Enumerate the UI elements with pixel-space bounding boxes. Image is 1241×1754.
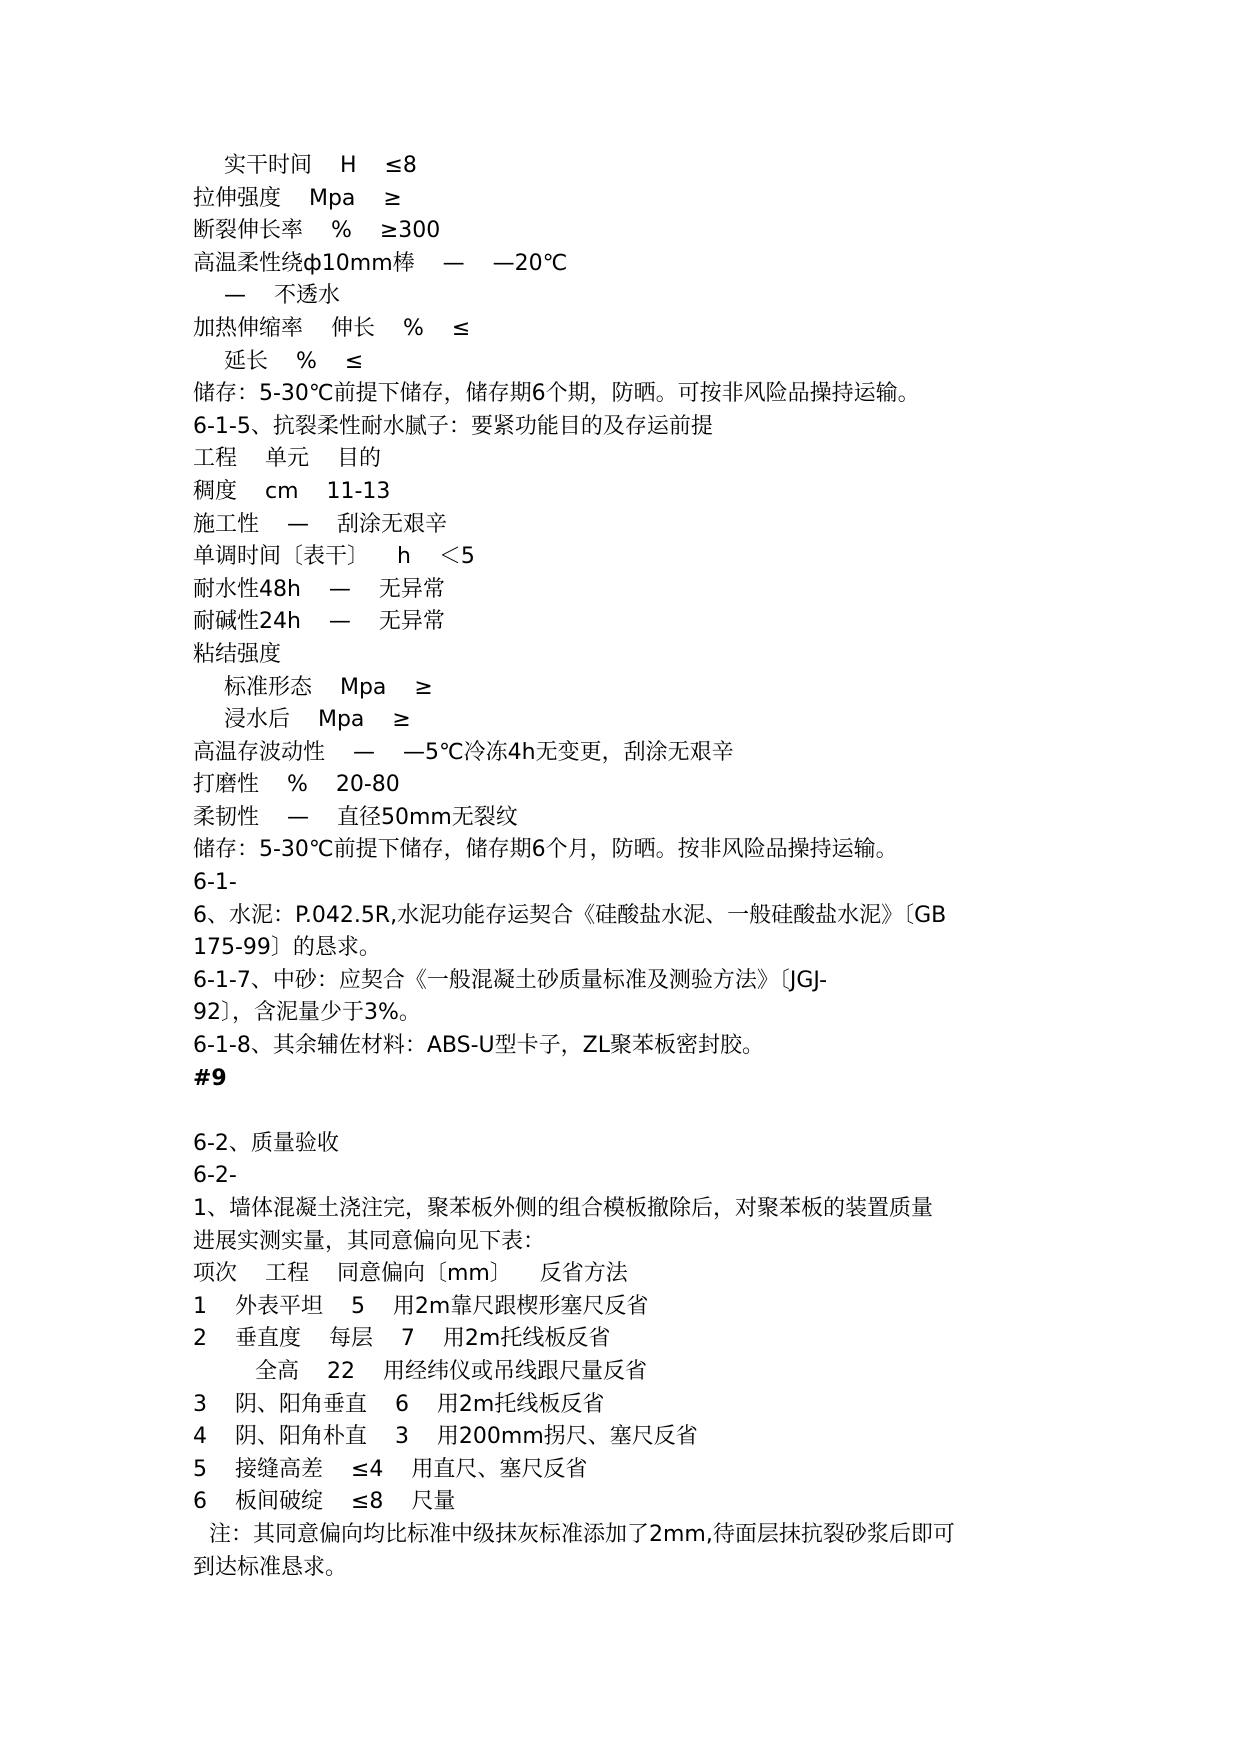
text-line: 稠度 cm 11-13	[193, 478, 391, 504]
text-line: 6-1-7、中砂：应契合《一般混凝土砂质量标准及测验方法》〔JGJ-	[193, 967, 828, 993]
text-line: 5 接缝高差 ≤4 用直尺、塞尺反省	[193, 1456, 588, 1482]
text-line: 175-99〕的恳求。	[193, 935, 381, 961]
text-line: #9	[193, 1065, 227, 1091]
text-line: 全高 22 用经纬仪或吊线跟尺量反省	[255, 1358, 647, 1384]
text-line: 4 阴、阳角朴直 3 用200mm拐尺、塞尺反省	[193, 1424, 698, 1450]
text-line: 拉伸强度 Mpa ≥	[193, 185, 402, 211]
text-line: 打磨性 % 20-80	[193, 772, 400, 798]
text-line: 项次 工程 同意偏向〔mm〕 反省方法	[193, 1261, 628, 1287]
text-line: 加热伸缩率 伸长 % ≤	[193, 315, 471, 341]
text-line: 6-2-	[193, 1163, 237, 1189]
text-line: 高温柔性绕ф10mm棒 — —20℃	[193, 250, 568, 276]
text-line: 6、水泥：P.042.5R,水泥功能存运契合《硅酸盐水泥、一般硅酸盐水泥》〔GB	[193, 902, 947, 928]
text-line: 标准形态 Mpa ≥	[224, 674, 433, 700]
text-line: 施工性 — 刮涂无艰辛	[193, 511, 447, 537]
text-line: 到达标准恳求。	[193, 1554, 348, 1580]
text-line: 实干时间 H ≤8	[224, 153, 417, 178]
text-line: 3 阴、阳角垂直 6 用2m托线板反省	[193, 1391, 605, 1417]
text-line: 92〕，含泥量少于3%。	[193, 1000, 421, 1026]
text-line: 6 板间破绽 ≤8 尺量	[193, 1489, 456, 1515]
text-line: 6-1-	[193, 870, 237, 896]
text-line: 延长 % ≤	[224, 348, 364, 374]
text-line: 耐碱性24h — 无异常	[193, 609, 445, 635]
text-line: 6-2、质量验收	[193, 1130, 339, 1156]
text-line: — 不透水	[224, 283, 340, 309]
text-line: 储存：5-30℃前提下储存，储存期6个月，防晒。按非风险品操持运输。	[193, 837, 898, 863]
document-body	[193, 150, 1073, 1584]
text-line: 耐水性48h — 无异常	[193, 576, 445, 602]
text-line: 2 垂直度 每层 7 用2m托线板反省	[193, 1326, 611, 1352]
text-line: 断裂伸长率 % ≥300	[193, 218, 441, 244]
text-line: 高温存波动性 — —5℃冷冻4h无变更，刮涂无艰辛	[193, 739, 734, 765]
text-line: 柔韧性 — 直径50mm无裂纹	[193, 804, 518, 830]
text-line: 浸水后 Mpa ≥	[224, 707, 411, 733]
text-line: 储存：5-30℃前提下储存，储存期6个期，防晒。可按非风险品操持运输。	[193, 381, 920, 407]
text-line: 进展实测实量，其同意偏向见下表：	[193, 1228, 546, 1254]
text-line: 6-1-5、抗裂柔性耐水腻子：要紧功能目的及存运前提	[193, 413, 713, 439]
text-line: 6-1-8、其余辅佐材料：ABS-U型卡子，ZL聚苯板密封胶。	[193, 1033, 764, 1059]
text-line: 工程 单元 目的	[193, 446, 381, 472]
text-line: 1 外表平坦 5 用2m靠尺跟楔形塞尺反省	[193, 1293, 649, 1319]
text-line: 单调时间〔表干〕 h ＜5	[193, 544, 475, 570]
blank-line	[193, 1095, 1073, 1128]
text-line: 粘结强度	[193, 641, 282, 667]
text-line: 1、墙体混凝土浇注完，聚苯板外侧的组合模板撤除后，对聚苯板的装置质量	[193, 1196, 933, 1221]
text-line: 注：其同意偏向均比标准中级抹灰标准添加了2mm,待面层抹抗裂砂浆后即可	[209, 1521, 955, 1547]
